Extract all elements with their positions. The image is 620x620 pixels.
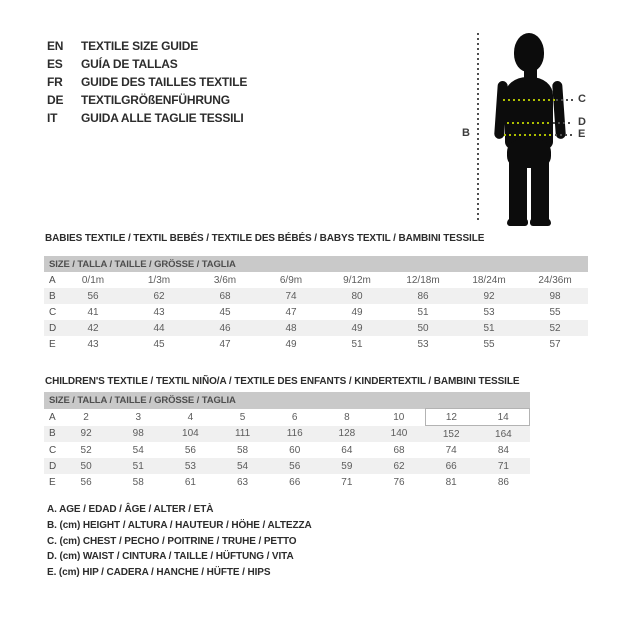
size-cell: 81 — [445, 476, 457, 488]
size-cell: 47 — [219, 338, 231, 350]
size-cell: 92 — [456, 288, 522, 304]
size-cell: 6 — [291, 411, 298, 423]
silhouette-head — [514, 33, 544, 72]
size-cell: 68 — [192, 288, 258, 304]
size-cell: 74 — [258, 288, 324, 304]
size-cell: 86 — [497, 476, 509, 488]
size-cell: 64 — [341, 444, 353, 456]
size-cell: 128 — [321, 426, 373, 443]
silhouette-left-leg — [509, 151, 527, 225]
size-table-row-A — [44, 409, 530, 426]
size-cell: 53 — [417, 338, 429, 350]
size-cell: 52 — [80, 444, 92, 456]
size-cell: 62 — [373, 458, 425, 474]
size-table-row-E — [44, 336, 588, 352]
size-cell: 52 — [522, 320, 588, 336]
size-table-row-B — [44, 426, 530, 443]
size-cell: 104 — [164, 426, 216, 443]
size-cell: 84 — [497, 444, 509, 456]
size-cell: 56 — [184, 444, 196, 456]
size-cell: 47 — [285, 306, 297, 318]
size-table-row-D — [44, 320, 588, 336]
size-cell: 71 — [341, 476, 353, 488]
size-cell: 55 — [549, 306, 561, 318]
size-cell: 3 — [135, 411, 142, 423]
waist-measure-line — [507, 122, 552, 124]
row-label: D — [44, 320, 60, 336]
lang-code: DE — [47, 93, 64, 107]
size-table-row-C — [44, 304, 588, 320]
size-cell: 24/36m — [538, 274, 572, 286]
size-cell: 66 — [289, 476, 301, 488]
size-cell: 9/12m — [343, 274, 371, 286]
size-table-row-E — [44, 474, 530, 490]
size-table-row-A — [44, 272, 588, 288]
guide-title-fr: GUIDE DES TAILLES TEXTILE — [81, 75, 248, 89]
size-cell: 66 — [425, 458, 477, 474]
lang-code: FR — [47, 75, 63, 89]
size-cell: 18/24m — [472, 274, 506, 286]
size-cell: 42 — [60, 320, 126, 336]
size-cell: 62 — [126, 288, 192, 304]
legend-height: B. (cm) HEIGHT / ALTURA / HAUTEUR / HÖHE / ALTEZZA — [47, 519, 312, 531]
child-silhouette-figure — [495, 31, 565, 226]
size-cell: 51 — [112, 458, 164, 474]
lang-code: ES — [47, 57, 63, 71]
size-cell: 140 — [373, 426, 425, 443]
size-cell: 0/1m — [81, 274, 105, 286]
size-cell: 10 — [393, 411, 405, 423]
size-cell: 164 — [477, 426, 529, 443]
guide-title-es: GUÍA DE TALLAS — [81, 57, 178, 71]
size-cell: 51 — [417, 306, 429, 318]
size-table-row-B — [44, 288, 588, 304]
size-cell: 45 — [219, 306, 231, 318]
size-cell: 76 — [393, 476, 405, 488]
size-cell: 51 — [456, 320, 522, 336]
hip-measure-line — [504, 134, 554, 136]
silhouette-right-arm — [552, 81, 566, 140]
hip-measure-leader — [555, 134, 573, 136]
babies-table-title: BABIES TEXTILE / TEXTIL BEBÉS / TEXTILE DES BÉBÉS / BABYS TEXTIL / BAMBINI TESSILE — [45, 233, 485, 244]
size-cell: 49 — [324, 320, 390, 336]
legend-age: A. AGE / EDAD / ÂGE / ALTER / ETÀ — [47, 504, 214, 515]
silhouette-right-leg — [531, 151, 549, 225]
size-cell: 68 — [393, 444, 405, 456]
guide-title-de: TEXTILGRÖßENFÜHRUNG — [81, 93, 230, 107]
size-cell: 98 — [112, 426, 164, 443]
row-label: E — [49, 338, 56, 350]
size-cell: 92 — [60, 426, 112, 443]
size-cell: 51 — [351, 338, 363, 350]
size-cell: 3/6m — [213, 274, 237, 286]
children-size-table — [44, 392, 530, 490]
size-cell: 43 — [87, 338, 99, 350]
size-cell: 56 — [269, 458, 321, 474]
lang-row-de — [47, 91, 247, 109]
size-cell: 6/9m — [279, 274, 303, 286]
silhouette-right-foot — [530, 218, 551, 226]
chest-measure-label: C — [578, 93, 586, 105]
size-cell: 56 — [80, 476, 92, 488]
legend-waist: D. (cm) WAIST / CINTURA / TAILLE / HÜFTUNG / VITA — [47, 551, 294, 563]
size-cell: 56 — [60, 288, 126, 304]
size-cell: 53 — [164, 458, 216, 474]
waist-measure-label: D — [578, 116, 586, 128]
size-cell: 116 — [269, 426, 321, 443]
size-cell: 53 — [483, 306, 495, 318]
row-label: B — [44, 426, 60, 443]
lang-row-en — [47, 37, 247, 55]
size-cell: 45 — [153, 338, 165, 350]
size-cell: 59 — [321, 458, 373, 474]
size-cell: 63 — [236, 476, 249, 488]
size-cell: 43 — [153, 306, 165, 318]
chest-measure-leader — [556, 99, 573, 101]
guide-title-it: GUIDA ALLE TAGLIE TESSILI — [81, 111, 244, 125]
row-label: C — [49, 444, 57, 456]
size-cell: 41 — [87, 306, 99, 318]
size-cell: 50 — [60, 458, 112, 474]
size-cell: 98 — [522, 288, 588, 304]
size-table-row-D — [44, 458, 530, 474]
size-cell: 49 — [351, 306, 363, 318]
size-cell: 86 — [390, 288, 456, 304]
size-cell: 1/3m — [147, 274, 171, 286]
row-label: C — [49, 306, 57, 318]
size-cell: 44 — [126, 320, 192, 336]
size-cell: 80 — [324, 288, 390, 304]
silhouette-left-foot — [507, 218, 528, 226]
row-label: E — [49, 476, 56, 488]
size-cell: 58 — [236, 444, 249, 456]
size-cell: 48 — [258, 320, 324, 336]
size-cell: 74 — [445, 444, 457, 456]
legend-chest: C. (cm) CHEST / PECHO / POITRINE / TRUHE / PETTO — [47, 535, 297, 547]
measurement-legend — [47, 502, 312, 581]
row-label: A — [49, 274, 56, 286]
lang-code: IT — [47, 111, 58, 125]
height-measure-line — [477, 33, 479, 222]
lang-row-fr — [47, 73, 247, 91]
row-label: B — [44, 288, 60, 304]
size-cell: 152 — [425, 426, 477, 443]
size-cell: 71 — [477, 458, 529, 474]
chest-measure-line — [503, 99, 555, 101]
language-title-list — [47, 37, 247, 127]
waist-measure-leader — [553, 122, 573, 124]
size-table-header: SIZE / TALLA / TAILLE / GRÖSSE / TAGLIA — [44, 256, 588, 272]
size-cell: 55 — [483, 338, 495, 350]
size-cell: 57 — [549, 338, 561, 350]
size-cell: 54 — [216, 458, 268, 474]
height-measure-label: B — [462, 127, 470, 139]
size-cell: 5 — [239, 411, 246, 423]
size-cell: 12 — [425, 409, 477, 426]
size-cell: 54 — [132, 444, 144, 456]
guide-title-en: TEXTILE SIZE GUIDE — [81, 39, 199, 53]
size-cell: 58 — [132, 476, 144, 488]
size-cell: 46 — [192, 320, 258, 336]
lang-row-it — [47, 109, 247, 127]
size-cell: 2 — [83, 411, 89, 423]
size-cell: 60 — [289, 444, 301, 456]
row-label: D — [44, 458, 60, 474]
size-cell: 8 — [344, 411, 350, 423]
lang-code: EN — [47, 39, 64, 53]
size-cell: 111 — [216, 426, 268, 443]
size-cell: 12/18m — [406, 274, 440, 286]
size-cell: 14 — [477, 409, 529, 426]
legend-hip: E. (cm) HIP / CADERA / HANCHE / HÜFTE / HIPS — [47, 567, 271, 579]
row-label: A — [49, 411, 56, 423]
hip-measure-label: E — [578, 128, 586, 140]
size-cell: 4 — [187, 411, 194, 423]
children-table-title: CHILDREN'S TEXTILE / TEXTIL NIÑO/A / TEXTILE DES ENFANTS / KINDERTEXTIL / BAMBINI TESSILE — [45, 376, 520, 387]
size-table-header: SIZE / TALLA / TAILLE / GRÖSSE / TAGLIA — [44, 392, 530, 409]
lang-row-es — [47, 55, 247, 73]
size-cell: 49 — [285, 338, 297, 350]
size-table-row-C — [44, 442, 530, 458]
size-cell: 61 — [184, 476, 196, 488]
size-cell: 50 — [390, 320, 456, 336]
babies-size-table — [44, 256, 588, 352]
